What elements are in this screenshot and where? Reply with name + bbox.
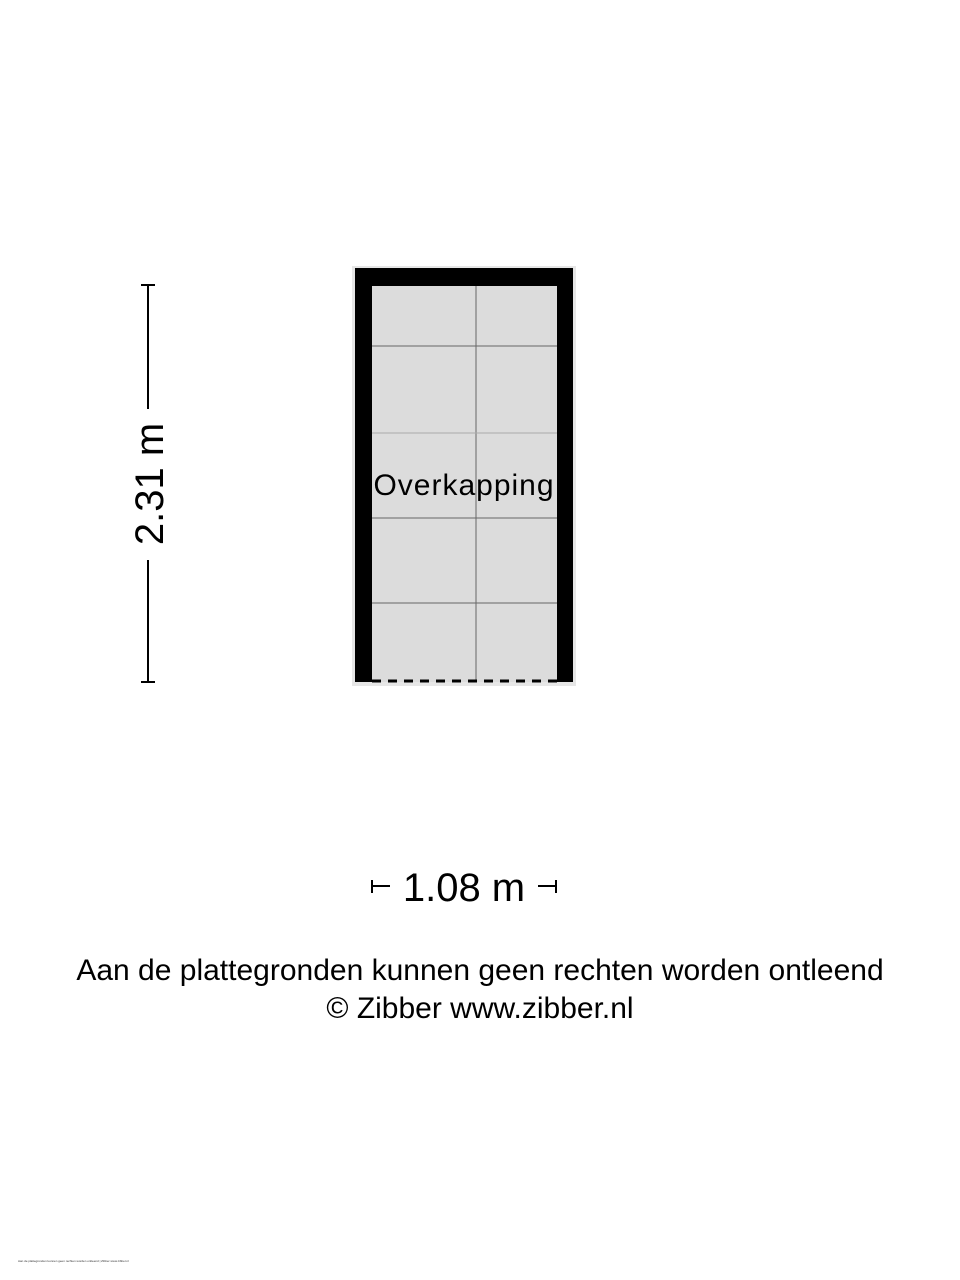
wall-right [557, 268, 573, 682]
wall-top [355, 268, 573, 286]
height-dimension-label: 2.31 m [128, 422, 172, 546]
disclaimer-text: Aan de plattegronden kunnen geen rechten worden ontleend [76, 954, 884, 987]
width-dimension-label: 1.08 m [402, 866, 526, 910]
footer-fine-print: Aan de plattegronden kunnen geen rechten worden ontleend | Zibber www.zibber.nl [18, 1259, 129, 1263]
room-label: Overkapping [373, 469, 555, 502]
copyright-text: © Zibber www.zibber.nl [326, 992, 634, 1025]
wall-left [355, 268, 372, 682]
